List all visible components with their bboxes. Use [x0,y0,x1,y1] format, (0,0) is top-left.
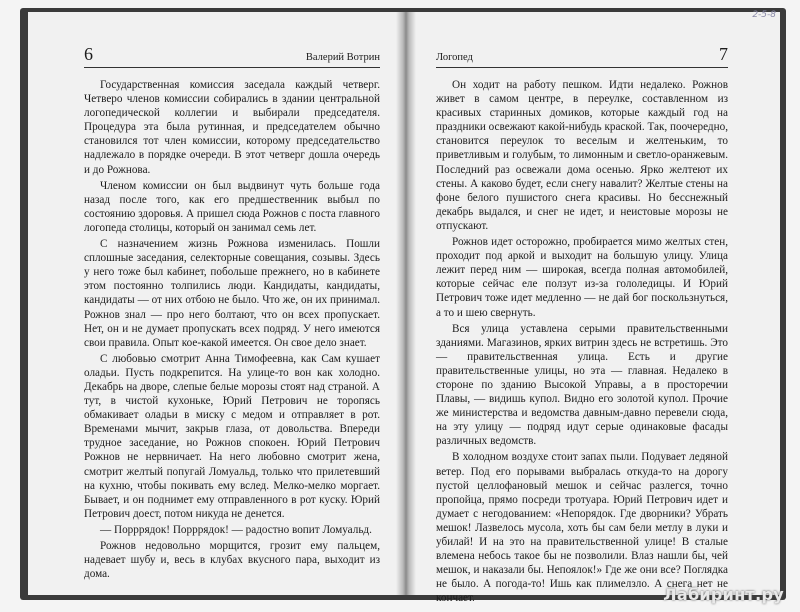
left-page-text [84,78,380,581]
paragraph: В холодном воздухе стоит запах пыли. Подувает ледяной ветер. Под его порывами выбралась откуда-то на дорогу пустой целлофановый мешок и сейчас разлегся, точно пропойца, прямо посреди тротуара. Юрий Петрович идет и думает с негодованием: «Непорядок. Где дворники? Убрать мешок! Лазвелось мусола, хоть бы сам бели метлу в луки и убилай! И на это на правительственной улице! В сталые влемена небось такое бы не позволили. Влаз нашли бы, чей мешок, и наказали бы. Непоялок!» Где же они все? Поглядка не было. А погода-то! Ишь как плимелзло. А снега нет не кончает. [436,451,728,605]
book-gutter [396,12,416,595]
book-spread [28,12,780,605]
right-page-header [436,44,728,68]
paragraph: Государственная комиссия заседала каждый четверг. Четверо членов комиссии собирались в здании центральной логопедической коллегии и выбирали председателя. Процедура эта была рутинная, и председателем обычно становился тот член комиссии, которому председательство надлежало в порядке очереди. В этот четверг дошла очередь и до Рожнова. [84,79,380,176]
paragraph: С любовью смотрит Анна Тимофеевна, как Сам кушает оладьи. Пусть подкрепится. На улице-то вон как холодно. Декабрь на дворе, слепые белые морозы стоят над страной. А тут, в чистой кухоньке, Юрий Петрович не торопясь обмакивает оладьи в миску с медом и отправляет в рот. Временами мычит, закрыв глаза, от довольства. Впереди трудное заседание, но Рожнов спокоен. Юрий Петрович Рожнов не нервничает. На него любовно смотрит жена, смотрит желтый попугай Ломуальд, только что прилетевший на кухню, чтобы покивать ему вслед. Мелко-мелко моргает. Бывает, и он поднимет ему отправленного в рот куску. Юрий Петрович доест, потом никуда не денется. [84,352,380,520]
left-page [28,12,402,595]
left-page-header [84,44,380,68]
paragraph: Членом комиссии он был выдвинут чуть больше года назад после того, как его предшественник выбыл по состоянию здоровья. А пришел сюда Рожнов с поста главного логопеда столицы, который он занимал семь лет. [84,179,380,234]
paragraph: С назначением жизнь Рожнова изменилась. Пошли сплошные заседания, селекторные совещания, созывы. Здесь у него тоже был кабинет, побольше прежнего, но в кабинете этом постоянно толпились люди. Кандидаты, кандидаты, кандидаты — от них отбою не было. Что же, он их принимал. Рожнов знал — про него болтают, что он всех пропускает. Нет, он и не думает пропускать всех подряд. У него имеются свои правила. Опыт кое-какой имеется. Он свое дело знает. [84,238,380,349]
paragraph: Рожнов идет осторожно, пробирается мимо желтых стен, проходит под аркой и выходит на большую улицу. Улица лежит перед ним — широкая, всегда полная автомобилей, которые сейчас еле ползут из-за гололедицы. И Юрий Петрович тоже идет медленно — не дай бог поскользнуться, а то и шею свернуть. [436,236,728,319]
watermark-logo: Лабиринт.ру [663,585,784,604]
right-page-text [436,78,728,605]
running-head: Валерий Вотрин [305,52,380,63]
paragraph: Вся улица уставлена серыми правительственными зданиями. Магазинов, ярких витрин здесь не встретишь. Это — правительственная улица. Есть и другие правительственные улицы, но эта — главная. Недалеко в стороне по зданию Высокой Управы, а в просторечии Плавы, — видишь купол. Видно его золотой купол. Прочие же министерства и ведомства давным-давно перевели сюда, на эту улицу — подряд идут серые одинаковые фасады различных ведомств. [436,322,728,448]
right-page [408,12,780,605]
paragraph: Он ходит на работу пешком. Идти недалеко. Рожнов живет в самом центре, в переулке, составленном из красивых старинных домиков, которые каждый год на праздники освежают какой-нибудь краской. Так, поочередно, становится переулок то веселым и желтеньким, то приветливым и голубым, то лимонным и светло-оранжевым. Последний раз освежали дома осенью. Ярко желтеют их стены. А каково будет, если снегу навалит? Желтые стены на фоне белого пушистого снега красивы. Но бесснежный декабрь выдался, и снег не идет, и неистовые морозы не отпускают. [436,79,728,232]
paragraph: — Порррядок! Порррядок! — радостно вопит Ломуальд. [100,523,372,536]
paragraph: Рожнов недовольно морщится, грозит ему пальцем, надевает шубу и, весь в клубах вкусного пара, выходит из дома. [84,540,380,581]
page-number: 6 [84,44,93,64]
pencil-mark: 2-5-8 [752,10,776,20]
running-head: Логопед [436,52,473,63]
page-number: 7 [719,44,728,64]
